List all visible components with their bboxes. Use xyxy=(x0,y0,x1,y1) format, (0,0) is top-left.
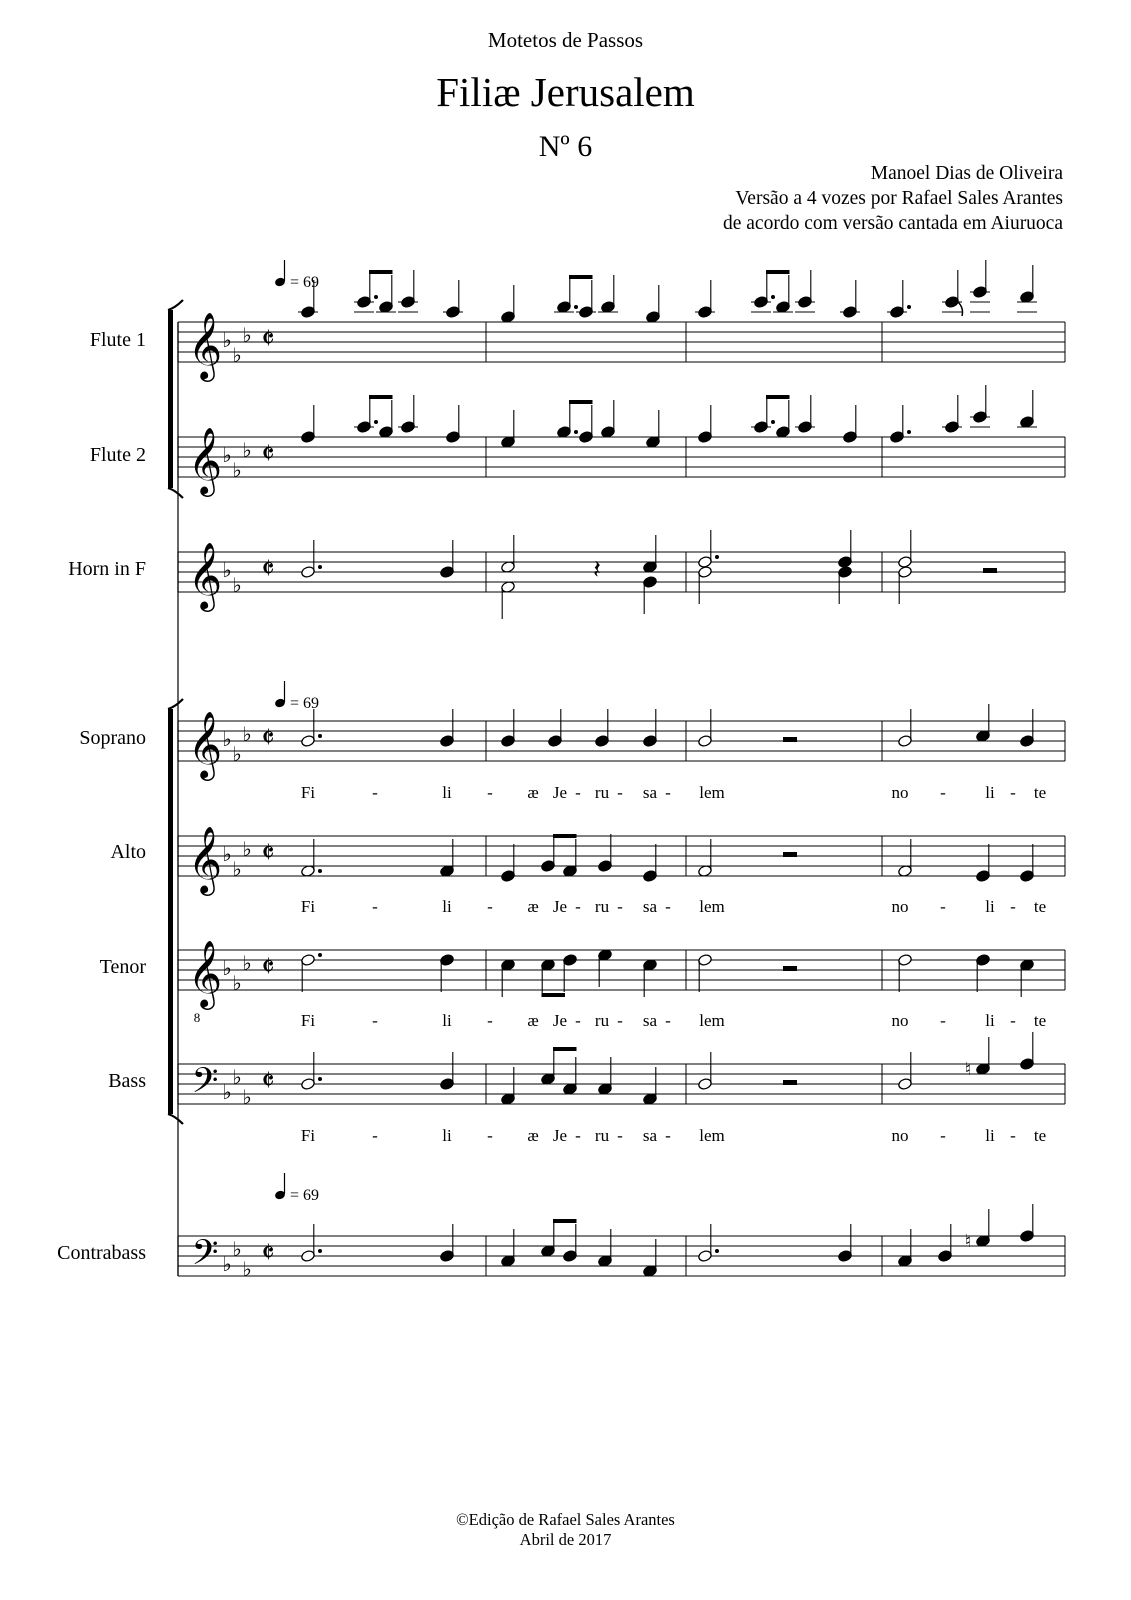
version-note: de acordo com versão cantada em Aiuruoca xyxy=(722,213,1063,234)
lyric-soprano: æ xyxy=(527,783,539,802)
note-contrabass xyxy=(501,1255,516,1268)
note-alto xyxy=(563,865,578,878)
flat-soprano: ♭ xyxy=(222,729,232,751)
note-horn xyxy=(301,566,316,579)
lyric-soprano: li xyxy=(985,783,995,802)
lyric-bass: - xyxy=(1010,1126,1016,1145)
beam-flute1 xyxy=(369,270,393,274)
lyric-bass: - xyxy=(372,1126,378,1145)
lyric-alto: - xyxy=(940,897,946,916)
dot-flute1 xyxy=(771,295,775,299)
lyric-bass: te xyxy=(1033,1126,1047,1145)
cut-time-horn: 𝄵 xyxy=(261,553,275,586)
bracket-choir-bottom xyxy=(168,1114,183,1124)
note-flute2 xyxy=(557,426,572,439)
lyric-alto: Je xyxy=(552,897,568,916)
note-contrabass xyxy=(643,1265,658,1278)
flat-flute1: ♭ xyxy=(242,325,252,347)
lyric-bass: - xyxy=(940,1126,946,1145)
note-alto xyxy=(898,865,913,878)
lyric-bass: Fi xyxy=(300,1126,316,1145)
flat-tenor: ♭ xyxy=(232,973,242,995)
note-contrabass xyxy=(1020,1230,1035,1243)
lyric-alto: te xyxy=(1033,897,1047,916)
treble-clef-flute2: 𝄞 xyxy=(187,428,223,493)
note-contrabass xyxy=(440,1250,455,1263)
flat-contrabass: ♭ xyxy=(242,1259,252,1281)
flat-bass: ♭ xyxy=(222,1082,232,1104)
lyric-alto: - xyxy=(487,897,493,916)
bass-clef-contrabass: 𝄢 xyxy=(191,1235,219,1281)
beam-flute1 xyxy=(766,270,790,274)
lyric-soprano: - xyxy=(940,783,946,802)
flat-soprano: ♭ xyxy=(232,744,242,766)
half-rest-horn xyxy=(983,568,997,573)
note-flute2 xyxy=(301,431,316,444)
arranger-credit: Versão a 4 vozes por Rafael Sales Arantes xyxy=(735,188,1063,209)
bracket-choir-top xyxy=(168,699,183,709)
page-title: Filiæ Jerusalem xyxy=(436,69,695,115)
lyric-alto: sa xyxy=(642,897,658,916)
note-bass xyxy=(301,1078,316,1091)
note-flute2 xyxy=(843,431,858,444)
treble-clef-horn: 𝄞 xyxy=(187,543,223,608)
flat-flute1: ♭ xyxy=(222,330,232,352)
flat-alto: ♭ xyxy=(222,844,232,866)
note-soprano xyxy=(1020,735,1035,748)
note-horn xyxy=(440,566,455,579)
lyric-alto: Fi xyxy=(300,897,316,916)
lyric-soprano: ru xyxy=(594,783,610,802)
note-bass xyxy=(598,1083,613,1096)
note-tenor xyxy=(563,954,578,967)
lyric-soprano: no xyxy=(891,783,909,802)
note-bass xyxy=(643,1093,658,1106)
flat-alto: ♭ xyxy=(232,859,242,881)
note-horn xyxy=(698,556,713,569)
cut-time-bass: 𝄵 xyxy=(261,1065,275,1098)
treble-clef-soprano: 𝄞 xyxy=(187,712,223,777)
note-flute1 xyxy=(501,311,516,324)
flat-flute2: ♭ xyxy=(232,460,242,482)
lyric-soprano: sa xyxy=(642,783,658,802)
note-flute2 xyxy=(698,431,713,444)
lyric-tenor: te xyxy=(1033,1011,1047,1030)
lyric-soprano: li xyxy=(442,783,452,802)
cut-time-flute1: 𝄵 xyxy=(261,323,275,356)
lyric-alto: - xyxy=(665,897,671,916)
dot-flute2 xyxy=(907,430,911,434)
lyric-tenor: no xyxy=(891,1011,909,1030)
lyric-bass: Je xyxy=(552,1126,568,1145)
quarter-rest-horn: 𝄽 xyxy=(593,555,601,584)
lyric-bass: - xyxy=(665,1126,671,1145)
note-flute2 xyxy=(379,426,394,439)
note-alto xyxy=(1020,870,1035,883)
note-contrabass xyxy=(301,1250,316,1263)
lyric-soprano: - xyxy=(575,783,581,802)
note-contrabass xyxy=(898,1255,913,1268)
flat-soprano: ♭ xyxy=(242,724,252,746)
flat-contrabass: ♭ xyxy=(222,1254,232,1276)
note-horn xyxy=(643,576,658,589)
lyric-soprano: te xyxy=(1033,783,1047,802)
lyric-bass: lem xyxy=(699,1126,725,1145)
note-horn xyxy=(898,556,913,569)
note-soprano xyxy=(548,735,563,748)
lyric-alto: ru xyxy=(594,897,610,916)
note-flute2 xyxy=(646,436,661,449)
lyric-bass: ru xyxy=(594,1126,610,1145)
note-alto xyxy=(440,865,455,878)
note-contrabass xyxy=(563,1250,578,1263)
lyric-bass: - xyxy=(487,1126,493,1145)
treble-clef-flute1: 𝄞 xyxy=(187,313,223,378)
octave-mark-tenor: 8 xyxy=(193,1010,201,1025)
flat-flute1: ♭ xyxy=(232,345,242,367)
lyric-tenor: - xyxy=(372,1011,378,1030)
note-tenor xyxy=(698,954,713,967)
cut-time-tenor: 𝄵 xyxy=(261,951,275,984)
note-alto xyxy=(976,870,991,883)
dot-tenor xyxy=(318,953,322,957)
flat-contrabass: ♭ xyxy=(232,1239,242,1261)
lyric-alto: li xyxy=(985,897,995,916)
note-tenor xyxy=(541,959,556,972)
note-soprano xyxy=(301,735,316,748)
lyric-tenor: - xyxy=(1010,1011,1016,1030)
bracket-flutes xyxy=(168,310,173,488)
lyric-tenor: lem xyxy=(699,1011,725,1030)
note-flute2 xyxy=(501,436,516,449)
note-tenor xyxy=(1020,959,1035,972)
lyric-alto: - xyxy=(617,897,623,916)
lyric-soprano: Je xyxy=(552,783,568,802)
note-alto xyxy=(301,865,316,878)
beam-flute1 xyxy=(569,275,593,279)
dot-contrabass xyxy=(715,1249,719,1253)
flat-flute2: ♭ xyxy=(222,445,232,467)
lyric-tenor: - xyxy=(940,1011,946,1030)
dot-contrabass xyxy=(318,1249,322,1253)
tempo-text-0: = 69 xyxy=(290,695,320,712)
instrument-label-alto: Alto xyxy=(110,841,146,863)
note-alto xyxy=(598,860,613,873)
note-tenor xyxy=(898,954,913,967)
note-bass xyxy=(898,1078,913,1091)
note-tenor xyxy=(976,954,991,967)
note-alto xyxy=(501,870,516,883)
beam-flute2 xyxy=(766,395,790,399)
note-bass xyxy=(698,1078,713,1091)
beam-contrabass xyxy=(553,1219,577,1223)
flat-horn: ♭ xyxy=(222,560,232,582)
half-rest-alto xyxy=(783,852,797,857)
beam-tenor xyxy=(542,993,566,997)
lyric-tenor: li xyxy=(985,1011,995,1030)
note-horn xyxy=(501,581,516,594)
note-soprano xyxy=(440,735,455,748)
lyric-tenor: sa xyxy=(642,1011,658,1030)
lyric-soprano: - xyxy=(665,783,671,802)
beam-bass xyxy=(553,1047,577,1051)
lyric-tenor: Je xyxy=(552,1011,568,1030)
note-flute1 xyxy=(646,311,661,324)
bracket-choir xyxy=(168,709,173,1114)
dot-flute2 xyxy=(771,420,775,424)
tempo-text-1: = 69 xyxy=(290,274,320,291)
dot-horn xyxy=(715,555,719,559)
note-alto xyxy=(541,860,556,873)
note-contrabass xyxy=(838,1250,853,1263)
flat-alto: ♭ xyxy=(242,839,252,861)
instrument-label-tenor: Tenor xyxy=(99,956,146,978)
note-bass xyxy=(563,1083,578,1096)
lyric-soprano: - xyxy=(1010,783,1016,802)
flat-bass: ♭ xyxy=(242,1087,252,1109)
treble-clef-tenor: 𝄞 xyxy=(187,941,223,1006)
lyric-alto: no xyxy=(891,897,909,916)
flat-horn: ♭ xyxy=(232,575,242,597)
lyric-tenor: li xyxy=(442,1011,452,1030)
lyric-alto: lem xyxy=(699,897,725,916)
note-alto xyxy=(643,870,658,883)
note-flute2 xyxy=(776,426,791,439)
note-contrabass xyxy=(698,1250,713,1263)
natural-sign-contrabass: ♮ xyxy=(964,1231,972,1251)
bass-clef-bass: 𝄢 xyxy=(191,1063,219,1109)
beam-flute2 xyxy=(369,395,393,399)
note-contrabass xyxy=(598,1255,613,1268)
treble-clef-alto: 𝄞 xyxy=(187,827,223,892)
instrument-label-contrabass: Contrabass xyxy=(57,1242,146,1264)
note-bass xyxy=(976,1063,991,1076)
footer-copyright: ©Edição de Rafael Sales Arantes xyxy=(456,1510,675,1529)
note-flute2 xyxy=(446,431,461,444)
lyric-soprano: Fi xyxy=(300,783,316,802)
lyric-bass: - xyxy=(575,1126,581,1145)
flat-tenor: ♭ xyxy=(222,958,232,980)
note-soprano xyxy=(595,735,610,748)
note-horn xyxy=(643,561,658,574)
note-contrabass xyxy=(541,1245,556,1258)
lyric-bass: li xyxy=(985,1126,995,1145)
instrument-label-bass: Bass xyxy=(108,1070,146,1092)
note-horn xyxy=(838,566,853,579)
beam-flute2 xyxy=(569,400,593,404)
note-horn xyxy=(698,566,713,579)
lyric-tenor: - xyxy=(575,1011,581,1030)
cut-time-alto: 𝄵 xyxy=(261,837,275,870)
note-horn xyxy=(838,556,853,569)
tempo-text-2: = 69 xyxy=(290,1187,320,1204)
lyric-bass: no xyxy=(891,1126,909,1145)
note-horn xyxy=(898,566,913,579)
lyric-tenor: - xyxy=(665,1011,671,1030)
lyric-alto: - xyxy=(372,897,378,916)
dot-alto xyxy=(318,869,322,873)
lyric-tenor: æ xyxy=(527,1011,539,1030)
instrument-label-horn: Horn in F xyxy=(68,558,146,580)
note-flute2 xyxy=(890,431,905,444)
note-soprano xyxy=(898,735,913,748)
instrument-label-soprano: Soprano xyxy=(79,727,146,749)
note-tenor xyxy=(598,949,613,962)
dot-bass xyxy=(318,1077,322,1081)
half-rest-soprano xyxy=(783,737,797,742)
lyric-bass: æ xyxy=(527,1126,539,1145)
note-soprano xyxy=(698,735,713,748)
note-contrabass xyxy=(976,1235,991,1248)
note-bass xyxy=(440,1078,455,1091)
dot-flute1 xyxy=(574,305,578,309)
bracket-flutes-bottom xyxy=(168,488,183,498)
lyric-tenor: ru xyxy=(594,1011,610,1030)
lyric-tenor: Fi xyxy=(300,1011,316,1030)
lyric-soprano: lem xyxy=(699,783,725,802)
dot-horn xyxy=(318,565,322,569)
lyric-tenor: - xyxy=(617,1011,623,1030)
note-tenor xyxy=(440,954,455,967)
note-horn xyxy=(501,561,516,574)
bracket-flutes-top xyxy=(168,300,183,310)
half-rest-bass xyxy=(783,1080,797,1085)
dot-flute1 xyxy=(374,295,378,299)
dot-flute1 xyxy=(907,305,911,309)
note-soprano xyxy=(501,735,516,748)
beam-alto xyxy=(553,834,577,838)
note-bass xyxy=(1020,1058,1035,1071)
cut-time-contrabass: 𝄵 xyxy=(261,1237,275,1270)
composer-credit: Manoel Dias de Oliveira xyxy=(870,163,1063,184)
flag-flute1 xyxy=(958,302,963,316)
lyric-alto: li xyxy=(442,897,452,916)
footer-date: Abril de 2017 xyxy=(519,1530,612,1549)
subtitle: Motetos de Passos xyxy=(487,28,644,52)
flat-flute2: ♭ xyxy=(242,440,252,462)
lyric-bass: sa xyxy=(642,1126,658,1145)
flat-bass: ♭ xyxy=(232,1067,242,1089)
lyric-alto: æ xyxy=(527,897,539,916)
dot-soprano xyxy=(318,734,322,738)
note-alto xyxy=(698,865,713,878)
instrument-label-flute-1: Flute 1 xyxy=(89,329,146,351)
lyric-tenor: - xyxy=(487,1011,493,1030)
lyric-alto: - xyxy=(575,897,581,916)
note-soprano xyxy=(643,735,658,748)
flat-tenor: ♭ xyxy=(242,953,252,975)
lyric-alto: - xyxy=(1010,897,1016,916)
note-bass xyxy=(501,1093,516,1106)
note-soprano xyxy=(976,730,991,743)
dot-flute2 xyxy=(374,420,378,424)
note-contrabass xyxy=(938,1250,953,1263)
lyric-bass: li xyxy=(442,1126,452,1145)
lyric-soprano: - xyxy=(487,783,493,802)
note-bass xyxy=(541,1073,556,1086)
note-tenor xyxy=(643,959,658,972)
piece-number: Nº 6 xyxy=(538,130,593,163)
natural-sign-bass: ♮ xyxy=(964,1059,972,1079)
cut-time-soprano: 𝄵 xyxy=(261,722,275,755)
instrument-label-flute-2: Flute 2 xyxy=(89,444,146,466)
lyric-soprano: - xyxy=(617,783,623,802)
note-flute2 xyxy=(579,431,594,444)
half-rest-tenor xyxy=(783,966,797,971)
cut-time-flute2: 𝄵 xyxy=(261,438,275,471)
lyric-soprano: - xyxy=(372,783,378,802)
note-tenor xyxy=(301,954,316,967)
dot-flute2 xyxy=(574,430,578,434)
note-flute2 xyxy=(601,426,616,439)
note-tenor xyxy=(501,959,516,972)
lyric-bass: - xyxy=(617,1126,623,1145)
